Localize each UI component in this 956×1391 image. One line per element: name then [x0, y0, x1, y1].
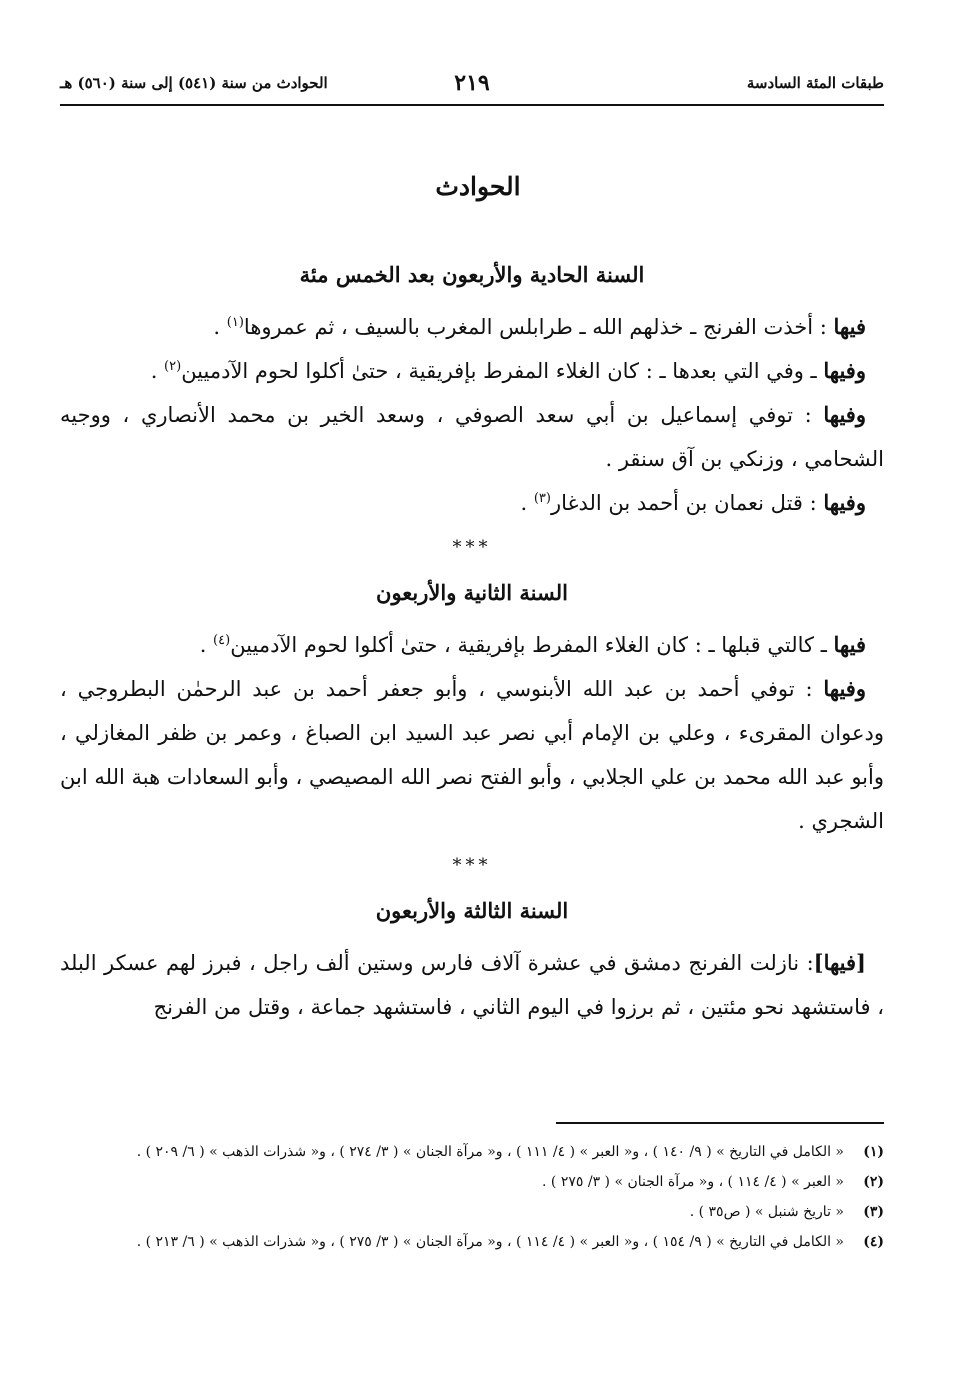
section-separator: ***	[452, 855, 492, 876]
paragraph-text: : توفي أحمد بن عبد الله الأبنوسي ، وأبو جعفر أحمد بن عبد الرحمٰن البطروجي ، ودعوان المقرىء ، وعلي بن الإمام أبي نصر عبد السيد ابن الصباغ ، وعمر بن ظفر المغازلي ، وأبو عبد الله محمد بن علي الجلابي ، وأبو الفتح نصر الله المصيصي ، وأبو السعادات هبة الله ابن الشجري .	[60, 677, 884, 833]
paragraph-tail: .	[150, 359, 165, 383]
footnote-number: (١)	[863, 1144, 884, 1160]
running-header	[60, 70, 884, 102]
header-rule	[60, 104, 884, 106]
book-title: طبقات المئة السادسة	[746, 74, 884, 92]
paragraph-lead: وفيها	[823, 676, 866, 701]
paragraph	[60, 941, 884, 1029]
paragraph-tail: .	[520, 491, 534, 515]
chapter-title: الحوادث	[435, 172, 521, 201]
paragraph-text: : توفي إسماعيل بن أبي سعد الصوفي ، وسعد الخير بن محمد الأنصاري ، ووجيه الشحامي ، وزنكي بن آق سنقر .	[60, 403, 884, 471]
page-number: ٢١٩	[454, 70, 490, 96]
year-heading: السنة الحادية والأربعون بعد الخمس مئة	[299, 262, 645, 287]
footnote-text: « العبر » ( ٤/ ١١٤ ) ، و« مرآة الجنان » ( ٣/ ٢٧٥ ) .	[542, 1174, 844, 1190]
paragraph	[60, 481, 884, 525]
paragraph	[60, 393, 884, 481]
footnote	[60, 1230, 884, 1254]
main-text	[60, 262, 884, 1029]
footnote-number: (٤)	[863, 1234, 884, 1250]
paragraph-text: : قتل نعمان بن أحمد بن الدغار	[550, 491, 824, 515]
paragraph-tail: .	[213, 315, 227, 339]
footnote-rule	[556, 1122, 884, 1124]
paragraph-lead: وفيها	[823, 358, 866, 383]
section-range: الحوادث من سنة (٥٤١) إلى سنة (٥٦٠) هـ	[60, 74, 328, 92]
footnote	[60, 1200, 884, 1224]
paragraph-lead: [فيها]	[813, 950, 866, 975]
footnote-reference: (٤)	[213, 633, 231, 648]
paragraph-lead: وفيها	[823, 490, 866, 515]
footnote	[60, 1140, 884, 1164]
paragraph-tail: .	[199, 633, 214, 657]
footnotes	[60, 1140, 884, 1260]
paragraph	[60, 305, 884, 349]
footnote-number: (٣)	[863, 1204, 884, 1220]
paragraph	[60, 349, 884, 393]
paragraph-text: : أخذت الفرنج ـ خذلهم الله ـ طرابلس المغرب بالسيف ، ثم عمروها	[243, 315, 834, 339]
paragraph	[60, 623, 884, 667]
year-heading: السنة الثالثة والأربعون	[375, 898, 569, 923]
footnote-text: « تاريخ شنبل » ( ص٣٥ ) .	[689, 1204, 844, 1220]
paragraph-text: : نازلت الفرنج دمشق في عشرة آلاف فارس وستين ألف راجل ، فبرز لهم عسكر البلد ، فاستشهد نحو مئتين ، ثم برزوا في اليوم الثاني ، فاستشهد جماعة ، وقتل من الفرنج	[60, 951, 884, 1019]
paragraph	[60, 667, 884, 843]
footnote-reference: (١)	[226, 315, 244, 330]
footnote-text: « الكامل في التاريخ » ( ٩/ ١٤٠ ) ، و« العبر » ( ٤/ ١١١ ) ، و« مرآة الجنان » ( ٣/ ٢٧٤ ) ، و« شذرات الذهب » ( ٦/ ٢٠٩ ) .	[136, 1144, 844, 1160]
paragraph-text: ـ وفي التي بعدها ـ : كان الغلاء المفرط بإفريقية ، حتىٰ أكلوا لحوم الآدميين	[181, 359, 824, 383]
paragraph-lead: وفيها	[823, 402, 866, 427]
paragraph-text: ـ كالتي قبلها ـ : كان الغلاء المفرط بإفريقية ، حتىٰ أكلوا لحوم الآدميين	[230, 633, 834, 657]
section-separator: ***	[452, 537, 492, 558]
footnote-text: « الكامل في التاريخ » ( ٩/ ١٥٤ ) ، و« العبر » ( ٤/ ١١٤ ) ، و« مرآة الجنان » ( ٣/ ٢٧٥ ) ، و« شذرات الذهب » ( ٦/ ٢١٣ ) .	[136, 1234, 844, 1250]
footnote-number: (٢)	[863, 1174, 884, 1190]
paragraph-lead: فيها	[833, 632, 866, 657]
footnote-reference: (٣)	[533, 491, 551, 506]
paragraph-lead: فيها	[833, 314, 866, 339]
footnote-reference: (٢)	[164, 359, 182, 374]
footnote	[60, 1170, 884, 1194]
year-heading: السنة الثانية والأربعون	[376, 580, 568, 605]
